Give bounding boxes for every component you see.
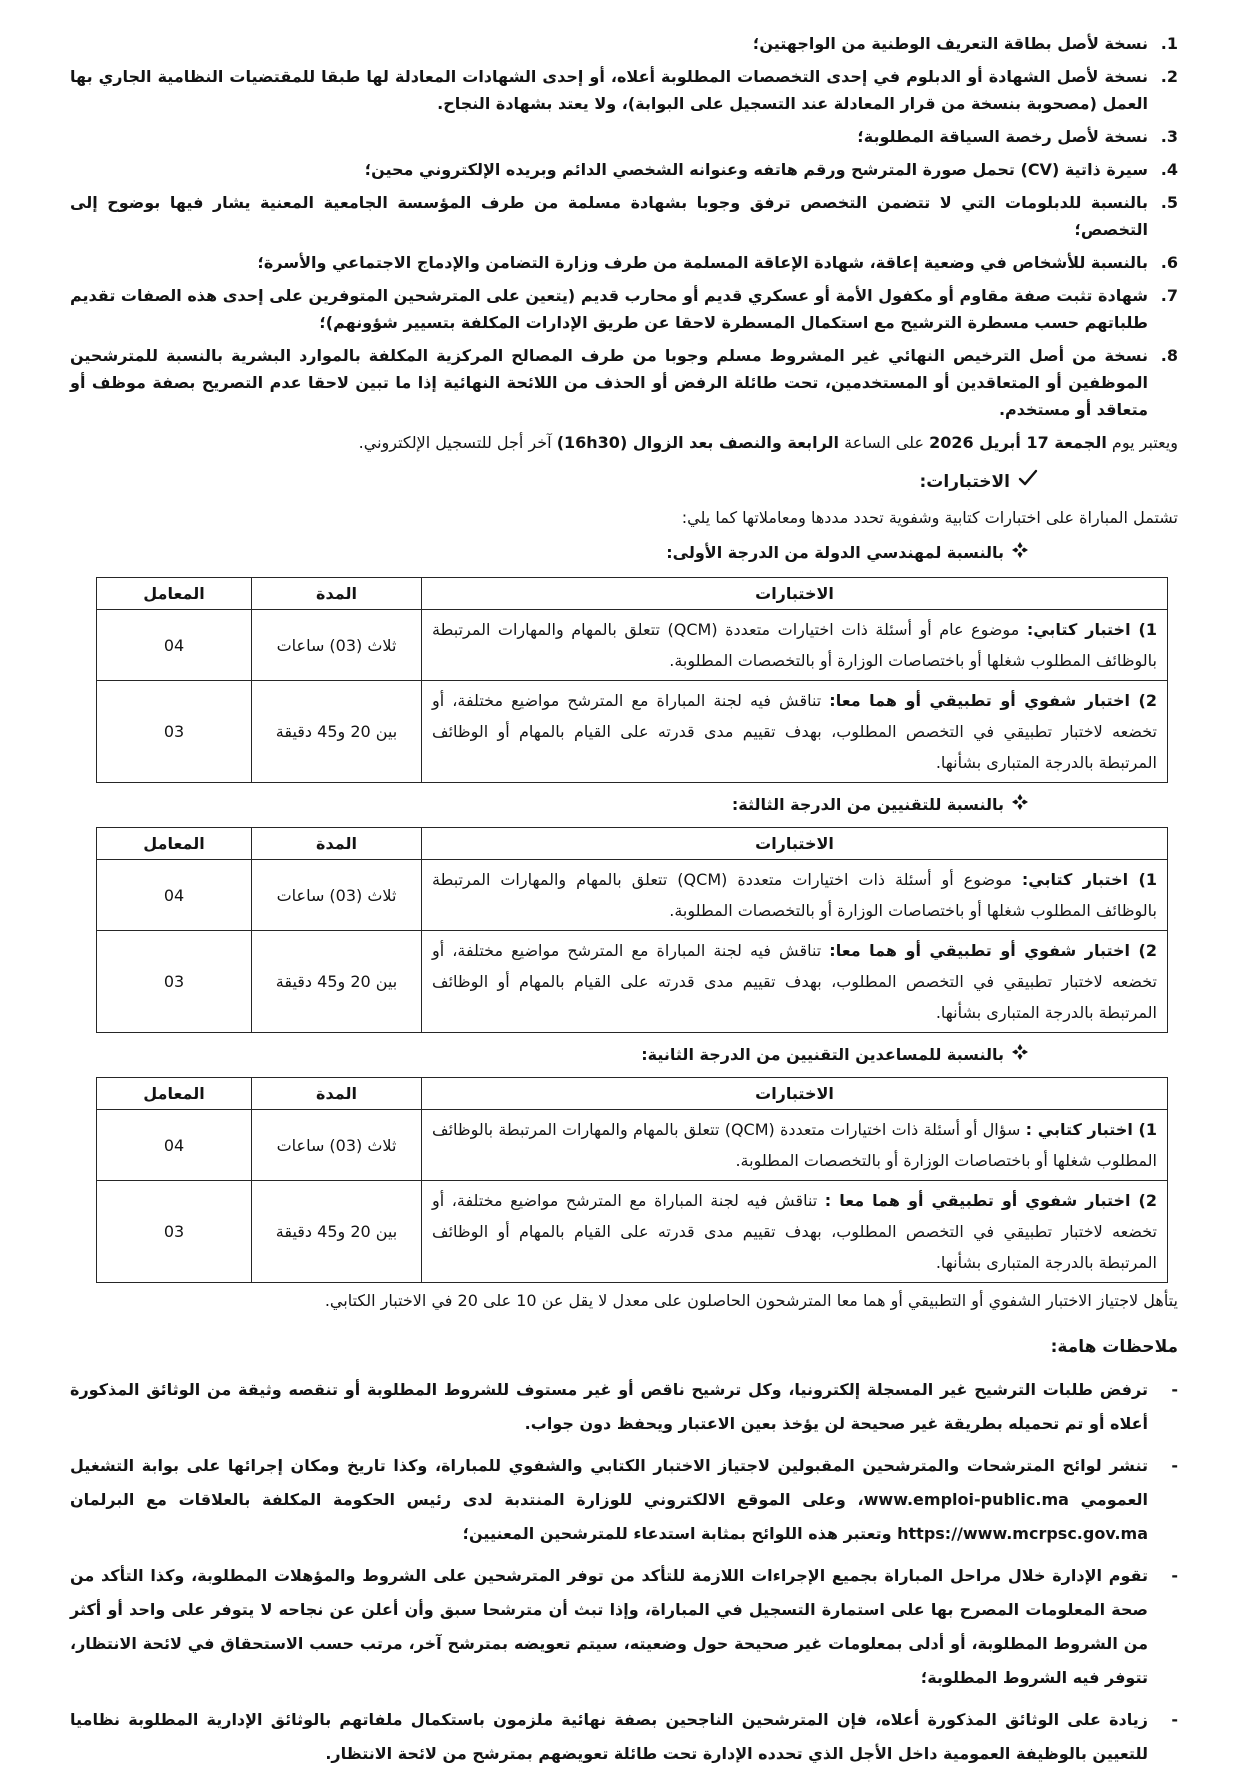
- deadline-date: الجمعة 17 أبريل 2026: [929, 433, 1107, 452]
- coefficient-cell: 03: [97, 931, 252, 1033]
- header-coefficient: المعامل: [97, 1078, 252, 1110]
- list-item: [70, 156, 1178, 183]
- tests-cell: [422, 1181, 1168, 1283]
- list-item-number: 3.: [1160, 127, 1178, 146]
- notes-heading: ملاحظات هامة:: [1050, 1337, 1178, 1357]
- test-description: سؤال أو أسئلة ذات اختيارات متعددة (QCM) تتعلق بالمهام والمهارات المرتبطة بالوظائف المطلوب شغلها أو باختصاصات الوزارة أو بالتخصصات المطلوبة.: [432, 1120, 1157, 1170]
- section-heading-label: بالنسبة لمهندسي الدولة من الدرجة الأولى:: [666, 543, 1004, 562]
- list-item: [70, 123, 1178, 150]
- table-header-row: [97, 578, 1168, 610]
- list-item: [70, 249, 1178, 276]
- note-bullet: -: [1171, 1456, 1178, 1475]
- coefficient-cell: 04: [97, 860, 252, 931]
- section-heading: [70, 539, 1178, 567]
- duration-cell: بين 20 و45 دقيقة: [252, 681, 422, 783]
- header-tests: الاختبارات: [422, 828, 1168, 860]
- list-item-number: 4.: [1160, 160, 1178, 179]
- note-text: ترفض طلبات الترشيح غير المسجلة إلكترونيا، وكل ترشيح ناقص أو غير مستوف للشروط المطلوبة أو تنقصه وثيقة من الوثائق المذكورة أعلاه أو تم تحميله بطريقة غير صحيحة لن يؤخذ بعين الاعتبار ويحفظ دون جواب.: [70, 1380, 1148, 1433]
- list-item-text: شهادة تثبت صفة مقاوم أو مكفول الأمة أو عسكري قديم أو محارب قديم (يتعين على المترشحين المتوفرين على إحدى هذه الصفات تقديم طلباتهم حسب مسطرة الترشيح مع استكمال المسطرة لاحقا عن طريق الإدارات المكلفة بتسيير شؤونهم)؛: [70, 286, 1148, 332]
- table-row: [97, 1110, 1168, 1181]
- tests-cell: [422, 1110, 1168, 1181]
- qualification-note: يتأهل لاجتياز الاختبار الشفوي أو التطبيقي أو هما معا المترشحون الحاصلون على معدل لا يقل عن 10 على 20 في الاختبار الكتابي.: [324, 1291, 1178, 1310]
- list-item: [70, 342, 1178, 423]
- deadline-tail: آخر أجل للتسجيل الإلكتروني.: [358, 433, 552, 452]
- tests-cell: [422, 931, 1168, 1033]
- table-header-row: [97, 1078, 1168, 1110]
- note-item: [70, 1559, 1178, 1695]
- list-item-text: نسخة لأصل الشهادة أو الدبلوم في إحدى التخصصات المطلوبة أعلاه، أو إحدى الشهادات المعادلة لها طبقا للمقتضيات النظامية الجاري بها العمل (مصحوبة بنسخة من قرار المعادلة عند التسجيل على البوابة)، ولا يعتد بشهادة النجاح.: [70, 67, 1148, 113]
- test-label: 1) اختبار كتابي:: [1026, 620, 1158, 639]
- list-item: [70, 63, 1178, 117]
- duration-cell: ثلاث (03) ساعات: [252, 610, 422, 681]
- test-description: تناقش فيه لجنة المباراة مع المترشح مواضيع مختلفة، أو تخضعه لاختبار تطبيقي في التخصص المطلوب، بهدف تقييم مدى قدرته على القيام بالمهام أو الوظائف المرتبطة بالدرجة المتبارى بشأنها.: [432, 1191, 1157, 1272]
- table-row: [97, 681, 1168, 783]
- section-heading: [70, 791, 1178, 819]
- table-row: [97, 931, 1168, 1033]
- list-item-text: نسخة لأصل رخصة السياقة المطلوبة؛: [857, 127, 1148, 146]
- list-item-number: 2.: [1160, 67, 1178, 86]
- tests-cell: [422, 860, 1168, 931]
- table-header-row: [97, 828, 1168, 860]
- deadline-time: الرابعة والنصف بعد الزوال (16h30): [556, 433, 840, 452]
- coefficient-cell: 03: [97, 1181, 252, 1283]
- note-bullet: -: [1171, 1566, 1178, 1585]
- duration-cell: ثلاث (03) ساعات: [252, 860, 422, 931]
- tests-table: [96, 577, 1168, 783]
- test-label: 2) اختبار شفوي أو تطبيقي أو هما معا:: [829, 691, 1158, 710]
- tests-cell: [422, 610, 1168, 681]
- coefficient-cell: 04: [97, 1110, 252, 1181]
- required-documents-list: [70, 30, 1178, 423]
- tests-table: [96, 1077, 1168, 1283]
- table-row: [97, 610, 1168, 681]
- coefficient-cell: 03: [97, 681, 252, 783]
- list-item-number: 8.: [1160, 346, 1178, 365]
- test-label: 2) اختبار شفوي أو تطبيقي أو هما معا :: [824, 1191, 1158, 1210]
- four-diamond-icon: [1012, 1041, 1028, 1069]
- header-tests: الاختبارات: [422, 1078, 1168, 1110]
- test-description: تناقش فيه لجنة المباراة مع المترشح مواضيع مختلفة، أو تخضعه لاختبار تطبيقي في التخصص المطلوب، بهدف تقييم مدى قدرته على القيام بالمهام أو الوظائف المرتبطة بالدرجة المتبارى بشأنها.: [432, 941, 1157, 1022]
- test-description: موضوع أو أسئلة ذات اختيارات متعددة (QCM) تتعلق بالمهام والمهارات المرتبطة بالوظائف المطلوب شغلها أو باختصاصات الوزارة أو بالتخصصات المطلوبة.: [432, 870, 1157, 920]
- list-item-number: 5.: [1160, 193, 1178, 212]
- note-text: تنشر لوائح المترشحات والمترشحين المقبولين لاجتياز الاختبار الكتابي والشفوي للمباراة، وكذا تاريخ ومكان إجرائها على بوابة التشغيل العمومي www.emploi-public.ma، وعلى الموقع الالكتروني للوزارة المنتدبة لدى رئيس الحكومة المكلفة بالعلاقات مع البرلمان https://www.mcrpsc.gov.ma وتعتبر هذه اللوائح بمثابة استدعاء للمترشحين المعنيين؛: [70, 1456, 1148, 1543]
- section-heading-label: بالنسبة للمساعدين التقنيين من الدرجة الثانية:: [641, 1045, 1004, 1064]
- list-item-text: نسخة لأصل بطاقة التعريف الوطنية من الواجهتين؛: [752, 34, 1148, 53]
- note-item: [70, 1373, 1178, 1441]
- table-row: [97, 1181, 1168, 1283]
- list-item-number: 1.: [1160, 34, 1178, 53]
- note-item: [70, 1703, 1178, 1771]
- test-label: 1) اختبار كتابي :: [1025, 1120, 1158, 1139]
- notes-list: [70, 1373, 1178, 1771]
- test-label: 2) اختبار شفوي أو تطبيقي أو هما معا:: [829, 941, 1158, 960]
- list-item: [70, 282, 1178, 336]
- registration-deadline: [70, 429, 1178, 457]
- coefficient-cell: 04: [97, 610, 252, 681]
- tests-cell: [422, 681, 1168, 783]
- deadline-at: على الساعة: [844, 433, 924, 452]
- header-coefficient: المعامل: [97, 828, 252, 860]
- duration-cell: بين 20 و45 دقيقة: [252, 1181, 422, 1283]
- note-text: زيادة على الوثائق المذكورة أعلاه، فإن المترشحين الناجحين بصفة نهائية ملزمون باستكمال ملفاتهم بالوثائق الإدارية المطلوبة نظاميا للتعيين بالوظيفة العمومية داخل الأجل الذي تحدده الإدارة تحت طائلة تعويضهم بمترشح من لائحة الانتظار.: [70, 1710, 1148, 1763]
- deadline-lead: ويعتبر يوم: [1111, 433, 1178, 452]
- four-diamond-icon: [1012, 539, 1028, 567]
- check-icon: [1018, 467, 1038, 497]
- list-item-text: سيرة ذاتية (CV) تحمل صورة المترشح ورقم هاتفه وعنوانه الشخصي الدائم وبريده الإلكتروني محين؛: [364, 160, 1148, 179]
- header-duration: المدة: [252, 578, 422, 610]
- section-heading: [70, 1041, 1178, 1069]
- duration-cell: ثلاث (03) ساعات: [252, 1110, 422, 1181]
- table-row: [97, 860, 1168, 931]
- note-item: [70, 1449, 1178, 1551]
- header-duration: المدة: [252, 828, 422, 860]
- list-item-number: 7.: [1160, 286, 1178, 305]
- tests-table: [96, 827, 1168, 1033]
- list-item: [70, 189, 1178, 243]
- note-text: تقوم الإدارة خلال مراحل المباراة بجميع الإجراءات اللازمة للتأكد من توفر المترشحين على الشروط والمؤهلات المطلوبة، وكذا التأكد من صحة المعلومات المصرح بها على استمارة التسجيل في المباراة، وإذا تبث أن مترشحا سبق وأن أعلن عن نجاحه لا يتوفر على واحد أو أكثر من الشروط المطلوبة، أو أدلى بمعلومات غير صحيحة حول وضعيته، سيتم تعويضه بمترشح آخر، مرتب حسب الاستحقاق في لائحة الانتظار، تتوفر فيه الشروط المطلوبة؛: [70, 1566, 1148, 1687]
- list-item-text: نسخة من أصل الترخيص النهائي غير المشروط مسلم وجوبا من طرف المصالح المركزية المكلفة بالموارد البشرية بالنسبة للمترشحين الموظفين أو المتعاقدين أو المستخدمين، تحت طائلة الرفض أو الحذف من اللائحة النهائية إذا ما تبين لاحقا عدم التصريح بصفة موظف أو متعاقد أو مستخدم.: [70, 346, 1148, 419]
- header-tests: الاختبارات: [422, 578, 1168, 610]
- tests-intro: تشتمل المباراة على اختبارات كتابية وشفوية تحدد مددها ومعاملاتها كما يلي:: [681, 508, 1178, 527]
- header-coefficient: المعامل: [97, 578, 252, 610]
- header-duration: المدة: [252, 1078, 422, 1110]
- test-description: موضوع عام أو أسئلة ذات اختيارات متعددة (QCM) تتعلق بالمهام والمهارات المرتبطة بالوظائف المطلوب شغلها أو باختصاصات الوزارة أو بالتخصصات المطلوبة.: [432, 620, 1157, 670]
- test-description: تناقش فيه لجنة المباراة مع المترشح مواضيع مختلفة، أو تخضعه لاختبار تطبيقي في التخصص المطلوب، بهدف تقييم مدى قدرته على القيام بالمهام أو الوظائف المرتبطة بالدرجة المتبارى بشأنها.: [432, 691, 1157, 772]
- list-item-number: 6.: [1160, 253, 1178, 272]
- duration-cell: بين 20 و45 دقيقة: [252, 931, 422, 1033]
- list-item-text: بالنسبة للأشخاص في وضعية إعاقة، شهادة الإعاقة المسلمة من طرف وزارة التضامن والإدماج الاجتماعي والأسرة؛: [257, 253, 1148, 272]
- tests-heading: [70, 467, 1178, 497]
- list-item: [70, 30, 1178, 57]
- note-bullet: -: [1171, 1710, 1178, 1729]
- four-diamond-icon: [1012, 791, 1028, 819]
- section-heading-label: بالنسبة للتقنيين من الدرجة الثالثة:: [731, 795, 1004, 814]
- list-item-text: بالنسبة للدبلومات التي لا تتضمن التخصص ترفق وجوبا بشهادة مسلمة من طرف المؤسسة الجامعية المعنية يشار فيها بوضوح إلى التخصص؛: [70, 193, 1148, 239]
- tests-heading-label: الاختبارات:: [919, 472, 1010, 492]
- note-bullet: -: [1171, 1380, 1178, 1399]
- test-label: 1) اختبار كتابي:: [1021, 870, 1158, 889]
